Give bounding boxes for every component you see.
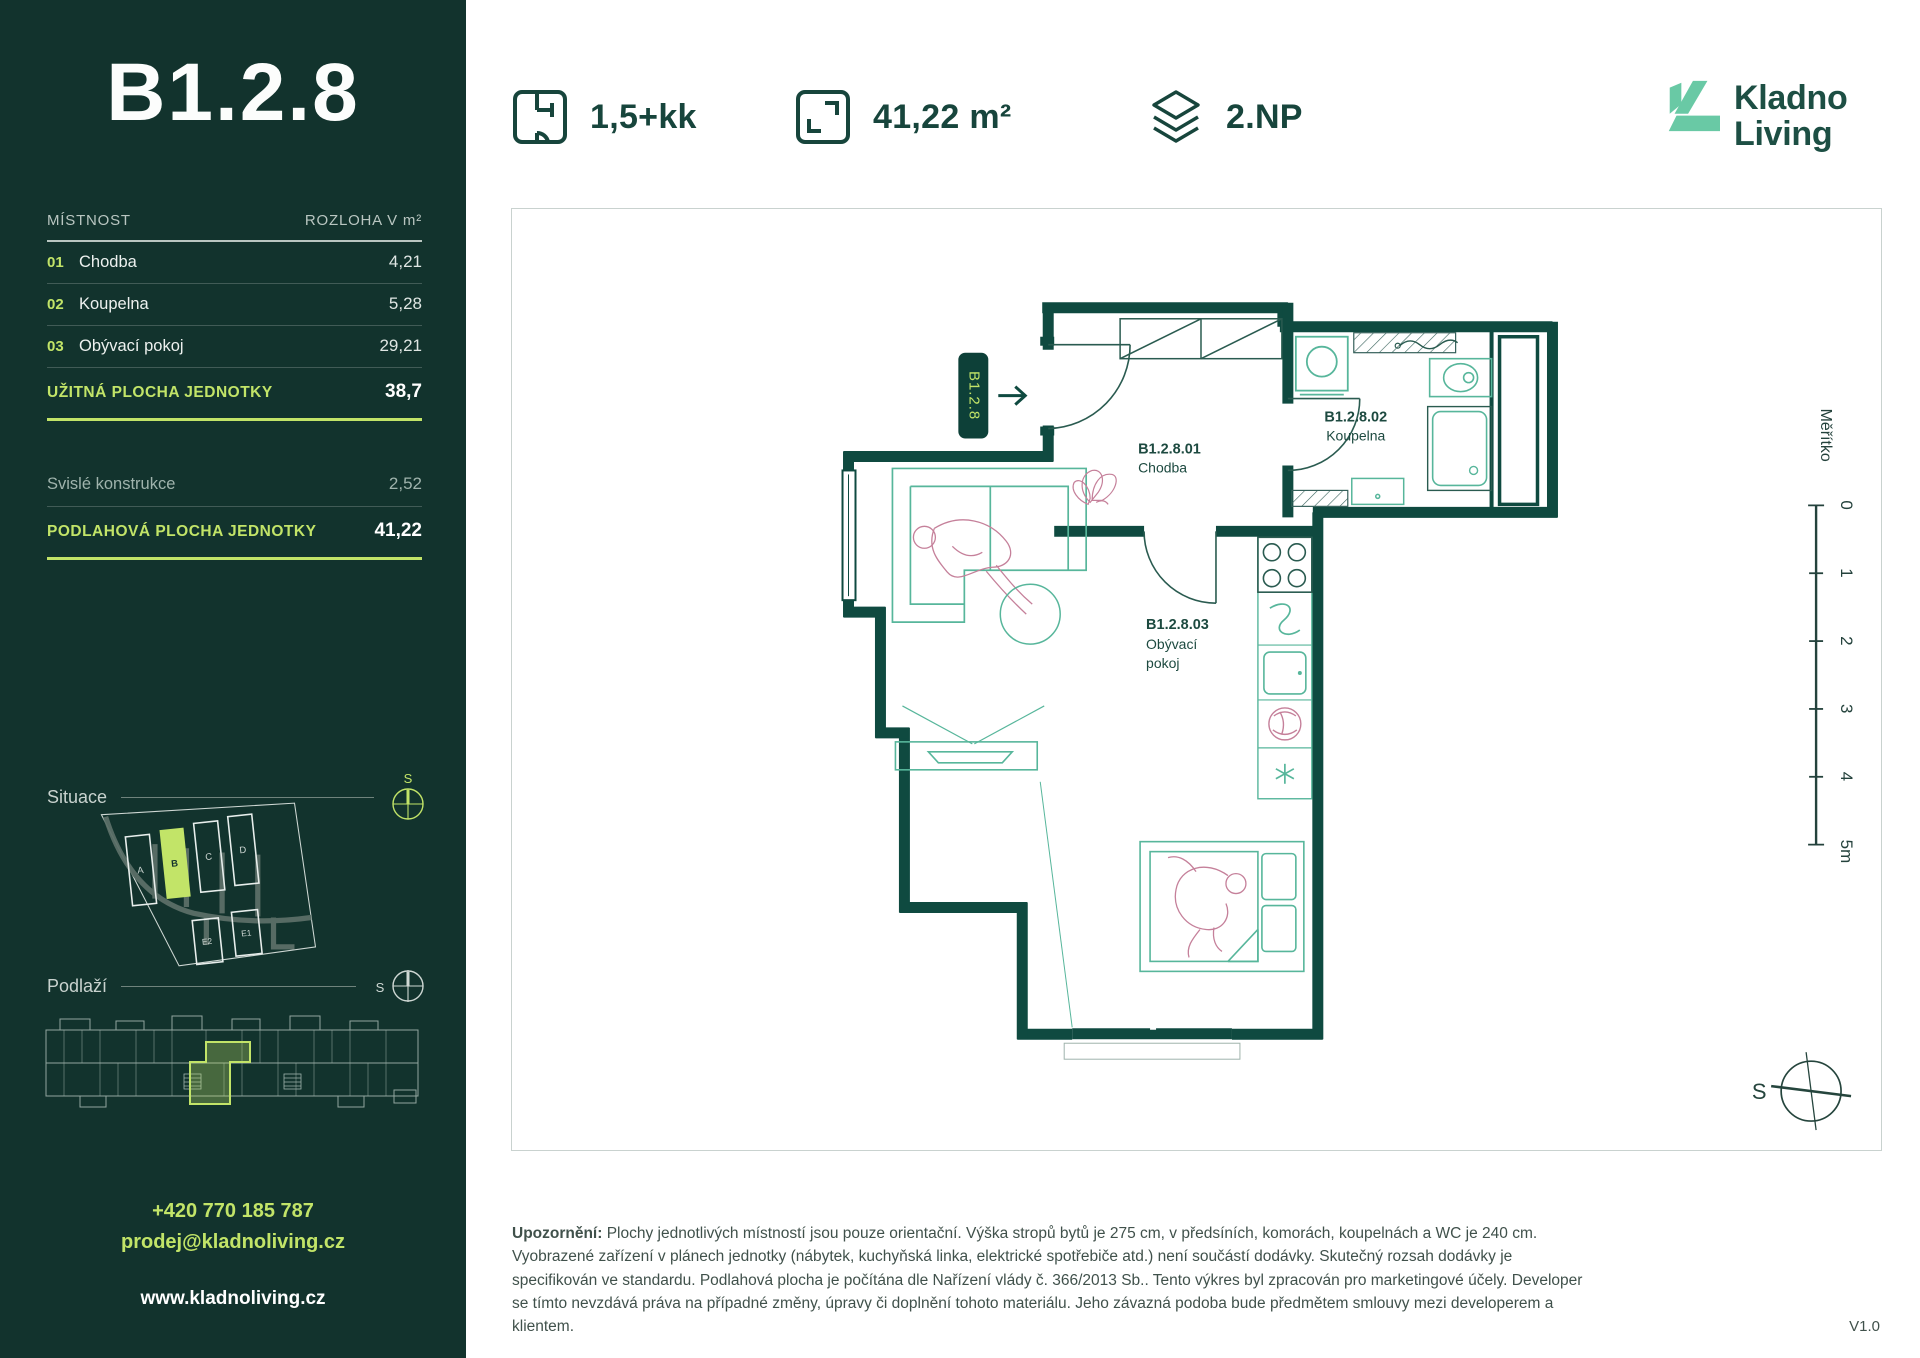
table-row [47, 326, 422, 368]
window-bottom [1064, 1028, 1240, 1059]
rug [1000, 584, 1060, 644]
extractor-symbol [1276, 764, 1294, 784]
walls-label: Svislé konstrukce [47, 475, 176, 493]
washing-machine [1296, 337, 1348, 395]
svg-text:0: 0 [1837, 500, 1857, 510]
room-area: 4,21 [388, 252, 422, 271]
disclaimer [512, 1222, 1590, 1338]
site-map [85, 800, 355, 970]
sofa [892, 468, 1086, 622]
plant [1073, 470, 1116, 504]
stat-disposition [512, 88, 697, 146]
floor-value: 2.NP [1226, 97, 1303, 136]
bed [1140, 842, 1304, 972]
brand-name [1734, 80, 1847, 152]
col-area-label: ROZLOHA V m² [304, 212, 422, 229]
row-number: 02 [47, 296, 64, 313]
north-compass-icon [388, 770, 428, 824]
kitchen [1258, 537, 1312, 798]
usable-area-value: 38,7 [385, 381, 422, 402]
bath-id: B1.2.8.02 [1324, 409, 1388, 426]
floor-area-label: PODLAHOVÁ PLOCHA JEDNOTKY [47, 523, 317, 540]
living-name-1: Obývací [1146, 636, 1198, 653]
brand-logo [1662, 80, 1847, 152]
room-name: Koupelna [79, 295, 149, 313]
hall-id: B1.2.8.01 [1138, 441, 1201, 458]
floorplan-panel [511, 208, 1882, 1151]
floor-area-row [47, 507, 422, 560]
layers-icon [1148, 88, 1204, 146]
svg-text:S: S [403, 771, 413, 786]
duct-hatch [1292, 490, 1348, 506]
svg-text:B: B [170, 858, 179, 870]
bowl [1269, 708, 1301, 740]
kladno-living-logo-icon [1662, 80, 1720, 132]
room-name: Obývací pokoj [79, 337, 184, 355]
north-compass-icon [1752, 1052, 1851, 1130]
contact-block [0, 1196, 466, 1310]
buildings [124, 814, 266, 970]
person-on-sofa [913, 520, 1032, 614]
shaft [1500, 337, 1538, 505]
divider [121, 797, 374, 798]
phone-number: +420 770 185 787 [152, 1200, 314, 1222]
floor-area-value: 41,22 [374, 520, 422, 541]
floor-overview [38, 1000, 430, 1136]
tv-bench [895, 706, 1044, 770]
scale-bar [1808, 409, 1856, 864]
floorplan-icon [512, 89, 568, 145]
table-row [47, 284, 422, 326]
svg-text:5m: 5m [1837, 839, 1857, 864]
svg-text:B1.2.8: B1.2.8 [965, 370, 983, 421]
area-value: 41,22 m² [873, 97, 1012, 136]
usable-area-row [47, 368, 422, 421]
floorplan-drawing [512, 209, 1881, 1150]
living-name-2: pokoj [1146, 655, 1180, 672]
shower [1428, 407, 1492, 491]
svg-text:S: S [375, 980, 385, 995]
window-left [843, 470, 856, 600]
svg-text:Měřítko: Měřítko [1817, 408, 1835, 462]
svg-text:3: 3 [1837, 703, 1857, 714]
room-area: 29,21 [379, 336, 422, 355]
glazing-line [1040, 782, 1072, 1027]
hall-name: Chodba [1138, 459, 1188, 476]
podlazi-label: Podlaží [47, 975, 108, 996]
highlighted-unit [190, 1042, 250, 1104]
version-label: V1.0 [1849, 1318, 1880, 1335]
website-url: www.kladnoliving.cz [140, 1288, 326, 1309]
svg-text:S: S [1751, 1079, 1767, 1105]
svg-text:2: 2 [1837, 636, 1857, 646]
svg-text:1: 1 [1837, 568, 1857, 578]
email-address: prodej@kladnoliving.cz [121, 1231, 345, 1253]
room-name: Chodba [79, 253, 137, 271]
wardrobe [1120, 319, 1282, 359]
entrance-arrow-icon [998, 387, 1025, 405]
room-table-header [47, 212, 422, 242]
walls-value: 2,52 [388, 474, 422, 493]
svg-text:E2: E2 [201, 935, 213, 947]
brand-line1: Kladno [1734, 79, 1848, 117]
brand-line2: Living [1734, 115, 1833, 154]
living-id: B1.2.8.03 [1146, 617, 1209, 634]
svg-text:A: A [136, 864, 145, 877]
person-on-bed [1168, 857, 1246, 958]
disclaimer-text: Plochy jednotlivých místností jsou pouze orientační. Výška stropů bytů je 275 cm, v předsíních, komorách, koupelnách a WC je 240 cm. Vyobrazené zařízení v plánech jednotky (nábytek, kuchyňská linka, elektrické spotřebiče atd.) není součástí dodávky. Skutečný rozsah dodávky je specifikován ve standardu. Podlahová plocha je počítána dle Nařízení vlády č. 366/2013 Sb.. Tento výkres byl zpracován pro marketingové účely. Developer se tímto nevzdává práva na případné změny, úpravy či doplnění tohoto materiálu. Jeho závazná podoba bude předmětem smlouvy mezi developerem a klientem. [512, 1225, 1583, 1335]
stat-area [795, 88, 1011, 146]
kitchen-sink [1270, 604, 1300, 634]
row-number: 03 [47, 338, 64, 355]
col-room-label: MÍSTNOST [47, 212, 131, 229]
disposition-value: 1,5+kk [590, 97, 697, 136]
divider [121, 986, 356, 987]
svg-text:E1: E1 [240, 927, 252, 939]
stove [1258, 537, 1312, 592]
area-icon [795, 89, 851, 145]
svg-text:4: 4 [1837, 771, 1857, 782]
table-row [47, 242, 422, 284]
situace-label: Situace [47, 786, 108, 807]
bathroom-fixtures [1292, 333, 1492, 507]
bath-cabinet [1352, 478, 1404, 504]
bath-name: Koupelna [1326, 427, 1386, 444]
washbasin [1430, 359, 1492, 397]
svg-text:C: C [204, 851, 213, 864]
unit-code-title: B1.2.8 [106, 47, 360, 138]
row-number: 01 [47, 254, 64, 271]
stat-floor [1148, 88, 1303, 146]
disclaimer-label: Upozornění: [512, 1225, 603, 1242]
room-area: 5,28 [388, 294, 422, 313]
usable-area-label: UŽITNÁ PLOCHA JEDNOTKY [47, 384, 273, 401]
sidebar [0, 0, 466, 1358]
room-labels [1138, 410, 1387, 671]
room-table [47, 212, 422, 560]
entrance-badge [958, 353, 988, 439]
svg-text:D: D [238, 844, 247, 857]
walls-row [47, 463, 422, 507]
